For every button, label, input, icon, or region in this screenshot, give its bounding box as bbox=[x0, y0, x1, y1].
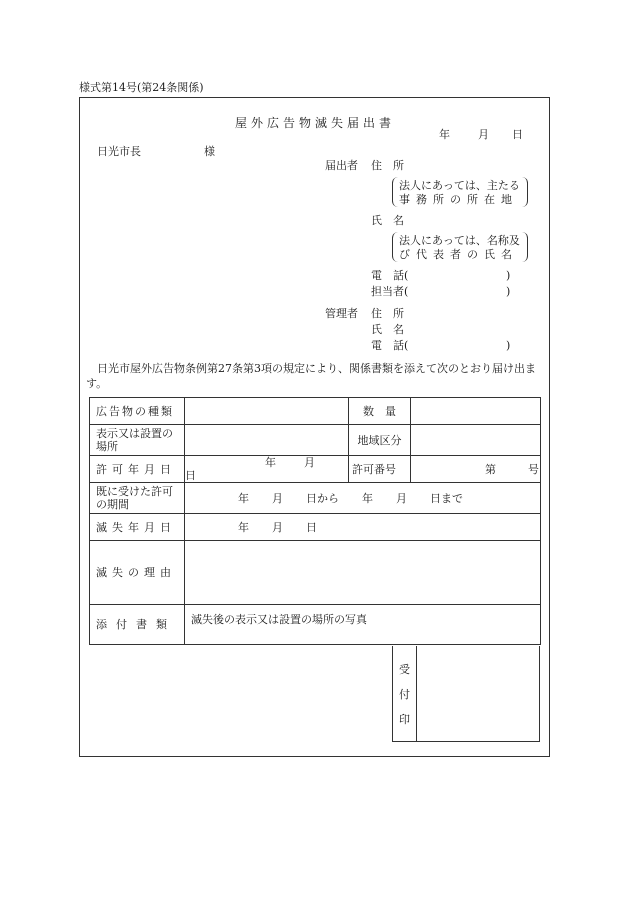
addressee bbox=[97, 146, 215, 157]
manager-name-label: 氏 名 bbox=[371, 323, 404, 336]
quantity-label: 数 量 bbox=[349, 398, 411, 425]
loss-date-value[interactable] bbox=[185, 514, 541, 541]
receipt-stamp-box bbox=[392, 646, 540, 742]
loss-month: 月 bbox=[272, 520, 283, 534]
permit-number-prefix: 第 bbox=[485, 462, 496, 476]
applicant-phone-label: 電 話( bbox=[371, 269, 409, 282]
attachments-value: 滅失後の表示又は設置の場所の写真 bbox=[185, 605, 541, 645]
period-month1: 月 bbox=[272, 491, 283, 505]
table-row bbox=[90, 541, 541, 605]
permit-month: 月 bbox=[304, 456, 315, 469]
area-label: 地域区分 bbox=[349, 425, 411, 456]
loss-date-label: 滅失年月日 bbox=[90, 514, 185, 541]
applicant-contact-label: 担当者( bbox=[371, 285, 409, 298]
permit-day: 日 bbox=[185, 469, 196, 482]
loss-day: 日 bbox=[306, 520, 317, 534]
date-year: 年 bbox=[439, 128, 450, 141]
period-year1: 年 bbox=[238, 491, 249, 505]
form-number-label: 様式第14号(第24条関係) bbox=[79, 81, 204, 94]
period-value[interactable] bbox=[185, 483, 541, 514]
table-row bbox=[90, 456, 541, 483]
manager-phone-close: ) bbox=[506, 339, 511, 352]
receipt-label bbox=[393, 646, 417, 741]
addressee-honorific: 様 bbox=[204, 145, 215, 158]
period-day1: 日から bbox=[306, 491, 339, 505]
location-label: 表示又は設置の場所 bbox=[90, 425, 185, 456]
applicant-address-label: 住 所 bbox=[371, 159, 404, 172]
reason-value[interactable] bbox=[185, 541, 541, 605]
table-row bbox=[90, 425, 541, 456]
name-note-line2: び代表者の氏名 bbox=[399, 248, 518, 261]
receipt-char-1: 受 bbox=[399, 662, 410, 676]
applicant-name-label: 氏 名 bbox=[371, 214, 404, 227]
address-note-line2: 事務所の所在地 bbox=[399, 193, 518, 206]
area-value[interactable] bbox=[411, 425, 541, 456]
applicant-name-note bbox=[392, 232, 528, 262]
addressee-name: 日光市長 bbox=[97, 145, 141, 158]
attachments-label: 添付書類 bbox=[90, 605, 185, 645]
manager-address-label: 住 所 bbox=[371, 307, 404, 320]
permit-number-suffix: 号 bbox=[528, 462, 539, 476]
manager-phone-label: 電 話( bbox=[371, 339, 409, 352]
form-title: 屋外広告物滅失届出書 bbox=[234, 116, 395, 130]
quantity-value[interactable] bbox=[411, 398, 541, 425]
permit-date-label: 許可年月日 bbox=[90, 456, 185, 483]
receipt-char-2: 付 bbox=[399, 687, 410, 701]
permit-number-value[interactable] bbox=[411, 456, 541, 483]
table-row bbox=[90, 483, 541, 514]
applicant-phone-close: ) bbox=[506, 269, 511, 282]
applicant-address-note bbox=[392, 177, 528, 207]
details-table bbox=[89, 397, 541, 645]
table-row bbox=[90, 398, 541, 425]
statement-text: 日光市屋外広告物条例第27条第3項の規定により、関係書類を添えて次のとおり届け出ます。 bbox=[86, 362, 536, 390]
address-note-line1: 法人にあっては、主たる bbox=[399, 179, 520, 192]
period-year2: 年 bbox=[362, 491, 373, 505]
manager-role: 管理者 bbox=[325, 307, 358, 320]
period-month2: 月 bbox=[396, 491, 407, 505]
permit-year: 年 bbox=[265, 456, 276, 469]
table-row bbox=[90, 605, 541, 645]
table-row bbox=[90, 514, 541, 541]
date-day: 日 bbox=[512, 128, 523, 141]
period-label: 既に受けた許可の期間 bbox=[90, 483, 185, 514]
permit-number-label: 許可番号 bbox=[349, 456, 411, 483]
name-note-line1: 法人にあっては、名称及 bbox=[399, 234, 520, 247]
ad-type-value[interactable] bbox=[185, 398, 349, 425]
loss-year: 年 bbox=[238, 520, 249, 534]
permit-date-value[interactable] bbox=[185, 456, 349, 483]
reason-label: 滅失の理由 bbox=[90, 541, 185, 605]
applicant-role: 届出者 bbox=[325, 159, 358, 172]
date-month: 月 bbox=[478, 128, 489, 141]
applicant-contact-close: ) bbox=[506, 285, 511, 298]
period-day2: 日まで bbox=[430, 491, 463, 505]
statement-paragraph bbox=[86, 361, 546, 391]
receipt-char-3: 印 bbox=[399, 712, 410, 726]
location-value[interactable] bbox=[185, 425, 349, 456]
ad-type-label: 広告物の種類 bbox=[90, 398, 185, 425]
